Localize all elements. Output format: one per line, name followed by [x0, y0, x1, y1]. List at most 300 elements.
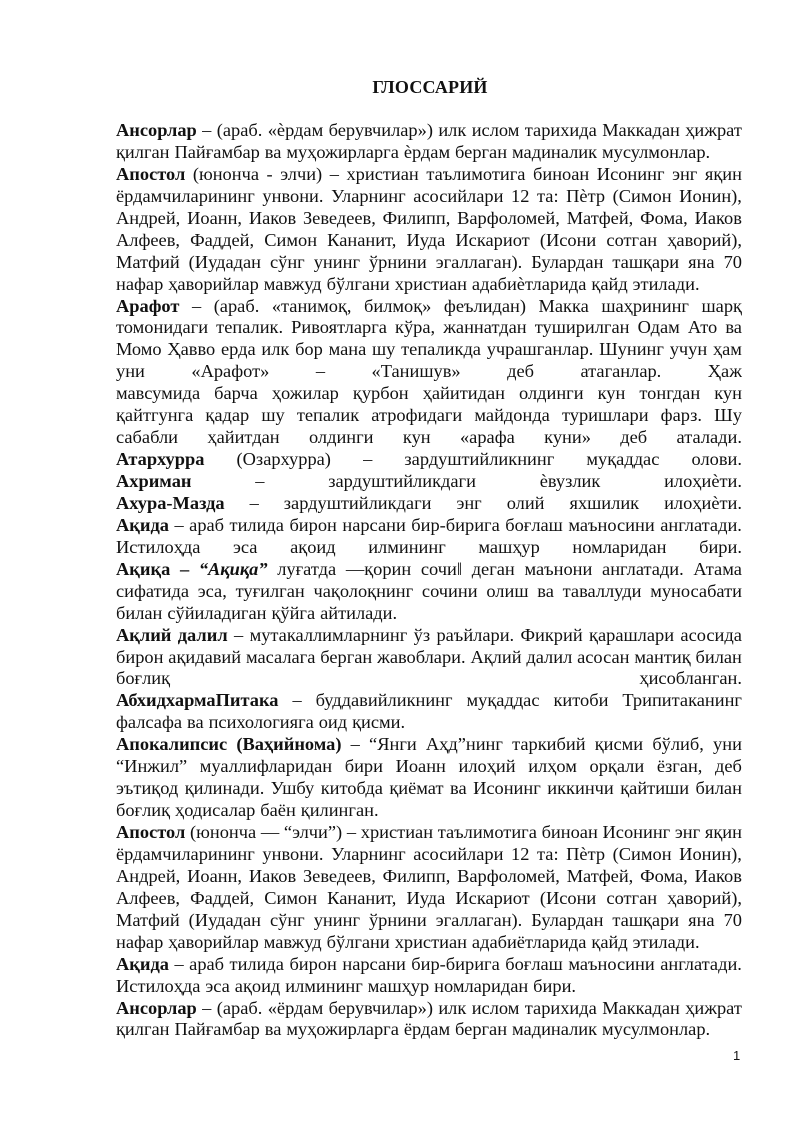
text-word: бир-бирига: [411, 953, 500, 974]
text-word: этилади.: [632, 273, 700, 294]
text-word: бор: [295, 339, 323, 360]
text-line: [116, 317, 742, 339]
text-line: [116, 559, 742, 581]
text-word: ва: [450, 778, 467, 799]
text-word: Иуда: [406, 887, 446, 908]
text-word: «танимоқ,: [271, 295, 352, 316]
text-word: Фома,: [640, 865, 688, 886]
text-word: мутакаллимларнинг: [249, 624, 408, 645]
text-word: ҳаворий),: [667, 887, 742, 908]
text-word: Матфей,: [566, 865, 634, 886]
text-line: [116, 756, 742, 778]
text-word: –: [346, 822, 357, 842]
text-word: бири: [344, 756, 383, 777]
text-word: христиан: [360, 822, 434, 842]
text-word: фарз.: [660, 405, 703, 426]
term-word: Апостол: [116, 163, 186, 184]
text-word: ўрнини: [368, 909, 427, 930]
text-word: жаннатдан: [443, 317, 527, 338]
text-word: Маккадан: [602, 997, 680, 1018]
text-word: бўлгани: [326, 273, 390, 294]
text-word: сўнг: [269, 909, 305, 930]
text-word: мавжуд: [263, 273, 322, 294]
text-word: биноан: [541, 822, 598, 842]
text-word: аталади.: [676, 427, 742, 448]
text-line: [116, 361, 742, 383]
text-line: [116, 164, 742, 186]
text-word: этилади.: [632, 931, 700, 952]
text-word: муносабати: [650, 580, 742, 601]
text-word: илоҳий: [458, 756, 516, 777]
text-word: илк: [438, 120, 467, 140]
text-word: англатади.: [660, 514, 742, 535]
text-word: та:: [537, 185, 559, 206]
text-word: деб: [507, 361, 534, 382]
text-word: (юнонча: [189, 822, 257, 842]
text-word: –: [363, 449, 373, 470]
text-line: [116, 778, 742, 800]
text-word: Симон: [264, 887, 318, 908]
text-word: эгаллаган).: [435, 251, 523, 272]
text-word: зардуштийликнинг: [404, 449, 555, 470]
text-word: Андрей,: [116, 865, 181, 886]
text-word: унвони.: [262, 185, 324, 206]
text-word: (араб.: [216, 997, 263, 1018]
text-line: [116, 471, 742, 493]
text-word: –: [255, 471, 265, 491]
text-word: ёрдам: [403, 1019, 451, 1040]
text-word: араб: [189, 953, 225, 974]
text-word: Кананит,: [327, 229, 397, 250]
term-word: Арафот: [116, 295, 180, 316]
text-word: сотган: [606, 229, 658, 250]
text-word: қиёмат: [389, 778, 444, 799]
text-word: мавсумида: [116, 383, 201, 404]
text-word: Булардан: [531, 251, 604, 272]
text-word: нафар: [116, 931, 164, 952]
text-word: китобда: [320, 778, 383, 799]
term-word: Апостол: [116, 822, 186, 842]
term-word: (Ваҳийнома): [236, 734, 342, 755]
text-word: англатади.: [660, 953, 742, 974]
text-word: тепалик: [296, 405, 360, 426]
text-word: ва: [264, 1019, 282, 1040]
text-word: ва: [187, 712, 204, 733]
text-line: [116, 712, 742, 734]
text-word: Симон: [264, 229, 318, 250]
text-word: Ақлий: [470, 646, 522, 667]
text-word: Пѐтр: [566, 185, 606, 206]
text-word: бўлиб,: [652, 734, 704, 755]
text-word: эса: [233, 536, 258, 557]
text-word: ёрдамчиларининг: [116, 843, 255, 864]
text-line: [116, 515, 742, 537]
text-word: шу: [372, 339, 396, 360]
text-word: Уларнинг: [331, 185, 406, 206]
text-word: қайд: [591, 273, 628, 294]
text-word: сўйиладиган: [167, 602, 267, 623]
text-word: кун: [597, 383, 626, 404]
text-word: чақолоқнинг: [313, 580, 414, 601]
text-word: атаганлар.: [580, 361, 662, 382]
text-word: қадар: [205, 405, 250, 426]
text-word: ҳайитидан: [422, 383, 505, 404]
text-line: [116, 383, 742, 405]
text-word: номларидан: [572, 536, 667, 557]
text-line: [116, 954, 742, 976]
text-line: [116, 142, 742, 164]
text-word: Иаков: [694, 865, 742, 886]
text-word: ислом: [471, 120, 520, 140]
text-word: қилинган.: [300, 800, 379, 821]
text-word: уни: [116, 361, 145, 382]
text-word: –: [202, 120, 212, 140]
text-word: маъносини: [568, 953, 655, 974]
page-title: ГЛОССАРИЙ: [372, 77, 488, 97]
text-word: туришлари: [561, 405, 649, 426]
text-word: Одам: [637, 317, 680, 338]
text-word: берган: [320, 646, 373, 667]
text-word: муқаддас: [466, 690, 540, 711]
text-word: Кананит,: [327, 887, 397, 908]
text-word: Исонинг: [602, 822, 671, 842]
text-word: Иаков: [248, 207, 297, 228]
text-word: Пайғамбар: [174, 1019, 260, 1040]
text-line: [116, 866, 742, 888]
text-word: мусулмонлар.: [601, 141, 711, 162]
text-word: қўйга: [271, 602, 316, 623]
text-word: Ҳаж: [707, 361, 742, 382]
text-word: ақоид: [290, 536, 336, 557]
text-word: қилинади.: [184, 778, 265, 799]
text-word: Иуда: [406, 229, 446, 250]
text-word: Иаков: [248, 865, 297, 886]
text-word: феълидан): [443, 295, 526, 316]
text-word: Фаддей,: [190, 229, 255, 250]
text-word: Шу: [714, 405, 742, 426]
text-word: қайтгунга: [116, 405, 194, 426]
text-word: яқин: [704, 822, 742, 842]
text-word: муҳожирларга: [286, 141, 399, 162]
text-word: сотган: [606, 887, 658, 908]
text-word: –: [234, 624, 244, 645]
text-word: Уларнинг: [331, 843, 406, 864]
text-word: Фома,: [640, 207, 688, 228]
text-word: жавоблари.: [377, 646, 466, 667]
text-word: адабиѐтларида: [471, 273, 587, 294]
text-word: берган: [455, 1019, 508, 1040]
text-word: Матфей,: [566, 207, 634, 228]
text-word: (Иудадан: [188, 909, 261, 930]
text-word: Атама: [693, 558, 742, 579]
term-word: Ахриман: [116, 471, 192, 491]
text-word: илоҳиѐти.: [664, 471, 742, 491]
text-word: ислом: [471, 997, 520, 1018]
text-word: туғилган: [235, 580, 305, 601]
text-word: мусулмонлар.: [601, 1019, 711, 1040]
text-line: [116, 581, 742, 603]
text-word: илк: [438, 997, 467, 1018]
text-line: [116, 844, 742, 866]
text-word: «ёрдам: [267, 997, 324, 1018]
text-word: мана: [328, 339, 367, 360]
text-word: Иаков: [694, 207, 742, 228]
text-word: (араб.: [216, 120, 263, 140]
text-word: тепалик.: [216, 317, 284, 338]
text-word: асосан: [577, 646, 630, 667]
text-word: ҳаворий),: [667, 229, 742, 250]
text-word: туширилган: [534, 317, 630, 338]
text-word: Иоанн,: [187, 865, 243, 886]
text-word: биноан: [533, 163, 590, 184]
text-word: учрашганлар.: [486, 339, 594, 360]
text-word: бирон: [289, 953, 337, 974]
text-word: қайд: [591, 931, 628, 952]
text-word: араб: [189, 514, 225, 535]
text-word: учун: [669, 339, 708, 360]
text-word: яна: [688, 909, 715, 930]
text-word: –: [315, 361, 326, 382]
text-word: тилида: [229, 953, 284, 974]
text-word: илҳом: [528, 756, 577, 777]
text-word: қайтиши: [620, 778, 690, 799]
text-word: тарихида: [524, 120, 597, 140]
text-word: бўлгани: [326, 931, 390, 952]
text-word: “Янги: [369, 734, 417, 755]
text-word: яқин: [704, 163, 742, 184]
text-word: «арафа: [459, 427, 515, 448]
text-word: англатади.: [602, 558, 684, 579]
text-line: [116, 493, 742, 515]
text-word: нарсани: [342, 514, 406, 535]
text-word: ѐрдам: [403, 141, 451, 162]
text-word: Зеведеев,: [302, 865, 376, 886]
text-line: [116, 186, 742, 208]
text-word: –: [202, 997, 212, 1018]
text-word: кун: [402, 427, 431, 448]
text-word: (Исони: [539, 887, 597, 908]
text-word: мадиналик: [512, 141, 598, 162]
text-word: майдонда: [474, 405, 550, 426]
text-word: энг: [456, 492, 482, 513]
text-word: сабабли: [116, 427, 178, 448]
text-line: [116, 449, 742, 471]
text-word: олови.: [691, 449, 742, 470]
text-word: (Исони: [539, 229, 597, 250]
text-word: энг: [674, 822, 701, 842]
text-word: берувчилар»): [328, 120, 433, 140]
text-word: Искариот: [455, 229, 530, 250]
text-word: Иоанн,: [187, 207, 243, 228]
text-line: [116, 230, 742, 252]
text-word: ҳаворийлар: [168, 273, 259, 294]
text-word: эса,: [197, 580, 227, 601]
text-word: муҳожирларга: [286, 1019, 399, 1040]
text-word: бири.: [699, 536, 742, 557]
text-word: билмоқ»: [364, 295, 432, 316]
text-word: масалага: [245, 646, 316, 667]
text-word: кун: [714, 383, 742, 404]
text-word: буддавийликнинг: [315, 690, 453, 711]
text-word: куни»: [544, 427, 591, 448]
text-word: илмининг: [285, 975, 363, 996]
text-word: Маккадан: [602, 120, 680, 140]
text-word: эътиқод: [116, 778, 179, 799]
glossary-body: [116, 120, 742, 1041]
text-word: энг: [672, 163, 698, 184]
term-word: Ақида: [116, 514, 169, 535]
text-line: [116, 668, 742, 690]
text-word: Шунинг: [599, 339, 664, 360]
text-line: [116, 647, 742, 669]
text-line: [116, 1019, 742, 1041]
term-word: далил: [177, 624, 228, 645]
text-word: 12: [511, 843, 530, 864]
text-word: деб: [715, 756, 742, 777]
text-word: Филипп,: [382, 865, 451, 886]
text-line: [116, 296, 742, 318]
text-word: унвони.: [262, 843, 324, 864]
text-word: Ҳавво: [167, 339, 216, 360]
text-line: [116, 800, 742, 822]
text-word: раъйлари.: [436, 624, 515, 645]
text-word: луғатда: [277, 558, 337, 579]
text-word: қисми: [594, 734, 644, 755]
term-word: Ансорлар: [116, 997, 197, 1018]
text-word: қилган: [116, 1019, 170, 1040]
text-word: атрофидаги: [371, 405, 463, 426]
text-line: [116, 690, 742, 712]
text-word: (араб.: [213, 295, 260, 316]
text-word: бирон: [116, 646, 164, 667]
text-word: мадиналик: [512, 1019, 598, 1040]
text-word: илк: [261, 339, 290, 360]
text-word: Булардан: [531, 909, 604, 930]
text-word: бир-бирига: [411, 514, 500, 535]
text-word: ҳаворийлар: [168, 931, 259, 952]
text-word: эса: [205, 975, 230, 996]
text-word: –: [249, 492, 259, 513]
text-word: унинг: [313, 251, 360, 272]
text-word: ҳожилар: [271, 383, 339, 404]
text-word: (юнонча: [192, 163, 259, 184]
text-word: маъносини: [568, 514, 655, 535]
text-word: Исонинг: [473, 778, 541, 799]
text-word: ташқари: [612, 251, 680, 272]
text-word: томонидаги: [116, 317, 209, 338]
text-word: Макка: [538, 295, 589, 316]
text-word: ва: [537, 580, 554, 601]
text-word: иккинчи: [547, 778, 614, 799]
text-word: Ушбу: [270, 778, 315, 799]
text-word: –: [329, 163, 339, 184]
text-word: олдинги: [308, 427, 374, 448]
text-word: “элчи”): [283, 822, 343, 842]
term-word: Ақида: [116, 953, 169, 974]
text-word: ҳайитдан: [207, 427, 280, 448]
text-word: орқали: [589, 756, 645, 777]
text-word: (Симон: [612, 185, 672, 206]
text-word: таълимотига: [437, 822, 537, 842]
text-word: айтилади.: [320, 602, 398, 623]
term-word: Апокалипсис: [116, 734, 228, 755]
text-word: Аҳд”нинг: [425, 734, 503, 755]
text-word: шарқ: [701, 295, 742, 316]
text-line: [116, 998, 742, 1020]
text-line: [116, 537, 742, 559]
text-word: Исонинг: [596, 163, 665, 184]
text-word: 12: [511, 185, 530, 206]
text-word: Истилоҳда: [116, 536, 201, 557]
text-word: уни: [713, 734, 742, 755]
text-word: ва: [264, 141, 282, 162]
term-word: –: [179, 558, 190, 579]
text-word: сочини: [421, 580, 478, 601]
text-word: илмининг: [368, 536, 446, 557]
text-word: машҳур: [367, 975, 430, 996]
text-word: бирон: [289, 514, 337, 535]
text-line: [116, 932, 742, 954]
text-word: муқаддас: [586, 449, 660, 470]
text-line: [116, 734, 742, 756]
text-word: (Симон: [612, 843, 672, 864]
text-word: илоҳиѐти.: [664, 492, 742, 513]
text-word: Истилоҳда: [116, 975, 201, 996]
term-word: Ақиқа: [116, 558, 171, 579]
term-word: АбхидхармаПитака: [116, 690, 279, 711]
text-word: ташқари: [612, 909, 680, 930]
text-line: [116, 976, 742, 998]
text-word: христиан: [394, 273, 467, 294]
text-word: ерда: [220, 339, 256, 360]
text-word: ақоид: [234, 975, 281, 996]
text-word: қурбон: [352, 383, 409, 404]
text-word: -: [266, 163, 273, 184]
term-word: Ақлий: [116, 624, 172, 645]
text-word: 70: [723, 909, 742, 930]
text-word: зардуштийликдаги: [328, 471, 476, 491]
text-line: [116, 274, 742, 296]
text-word: сўнг: [269, 251, 305, 272]
text-word: шаҳрининг: [601, 295, 689, 316]
text-word: Матфий: [116, 251, 180, 272]
text-word: психологияга: [208, 712, 314, 733]
text-word: христиан: [346, 163, 419, 184]
text-word: Андрей,: [116, 207, 181, 228]
text-word: баён: [260, 800, 296, 821]
text-word: маънони: [524, 558, 593, 579]
text-word: ҳижрат: [685, 120, 742, 140]
text-word: Варфоломей,: [457, 865, 560, 886]
text-word: сифатида: [116, 580, 190, 601]
text-word: китоби: [553, 690, 609, 711]
text-word: номларидан: [434, 975, 529, 996]
text-word: адабиётларида: [471, 931, 587, 952]
text-word: элчи): [280, 163, 323, 184]
text-word: деган: [471, 558, 515, 579]
text-word: мавжуд: [263, 931, 322, 952]
term-word: Ансорлар: [116, 120, 197, 140]
text-word: нафар: [116, 273, 164, 294]
text-line: [116, 427, 742, 449]
text-word: берувчилар»): [328, 997, 433, 1018]
text-word: яхшилик: [569, 492, 640, 513]
text-word: Момо: [116, 339, 162, 360]
text-word: шу: [261, 405, 285, 426]
text-word: Ато: [687, 317, 718, 338]
text-word: ―қорин: [345, 558, 412, 579]
text-word: ўрнини: [368, 251, 427, 272]
